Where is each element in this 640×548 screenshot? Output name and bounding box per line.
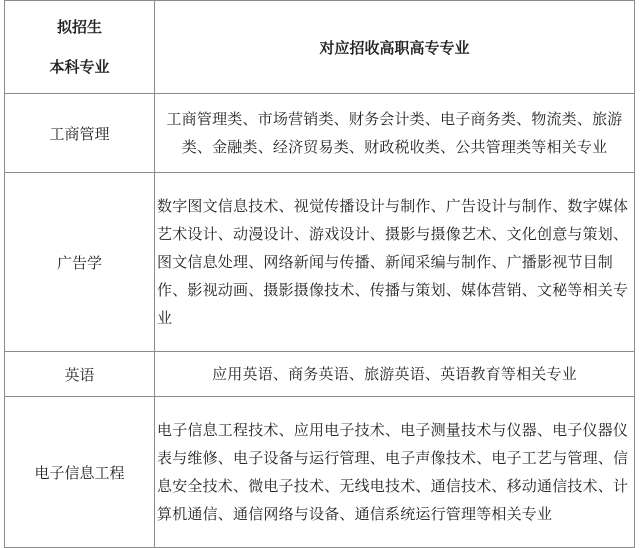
table-row: [5, 352, 635, 397]
major-name: 英语: [5, 352, 155, 397]
header-left-line2: 本科专业: [49, 58, 110, 76]
related-majors: 数字图文信息技术、视觉传播设计与制作、广告设计与制作、数字媒体艺术设计、动漫设计、游戏设计、摄影与摄像艺术、文化创意与策划、图文信息处理、网络新闻与传播、新闻采编与制作、广播影视节目制作、影视动画、摄影摄像技术、传播与策划、媒体营销、文秘等相关专业: [155, 173, 635, 352]
majors-table: [4, 0, 635, 548]
header-undergrad-major: [5, 1, 155, 94]
major-name: 工商管理: [5, 94, 155, 173]
table-row: [5, 397, 635, 548]
major-name: 广告学: [5, 173, 155, 352]
major-name: 电子信息工程: [5, 397, 155, 548]
header-left-line1: 拟招生: [56, 18, 102, 36]
related-majors: 电子信息工程技术、应用电子技术、电子测量技术与仪器、电子仪器仪表与维修、电子设备与运行管理、电子声像技术、电子工艺与管理、信息安全技术、微电子技术、无线电技术、通信技术、移动通信技术、计算机通信、通信网络与设备、通信系统运行管理等相关专业: [155, 397, 635, 548]
related-majors: 应用英语、商务英语、旅游英语、英语教育等相关专业: [155, 352, 635, 397]
table-row: [5, 173, 635, 352]
table-header-row: [5, 1, 635, 94]
related-majors: 工商管理类、市场营销类、财务会计类、电子商务类、物流类、旅游类、金融类、经济贸易类、财政税收类、公共管理类等相关专业: [155, 94, 635, 173]
header-vocational-majors: 对应招收高职高专专业: [155, 1, 635, 94]
table-row: [5, 94, 635, 173]
